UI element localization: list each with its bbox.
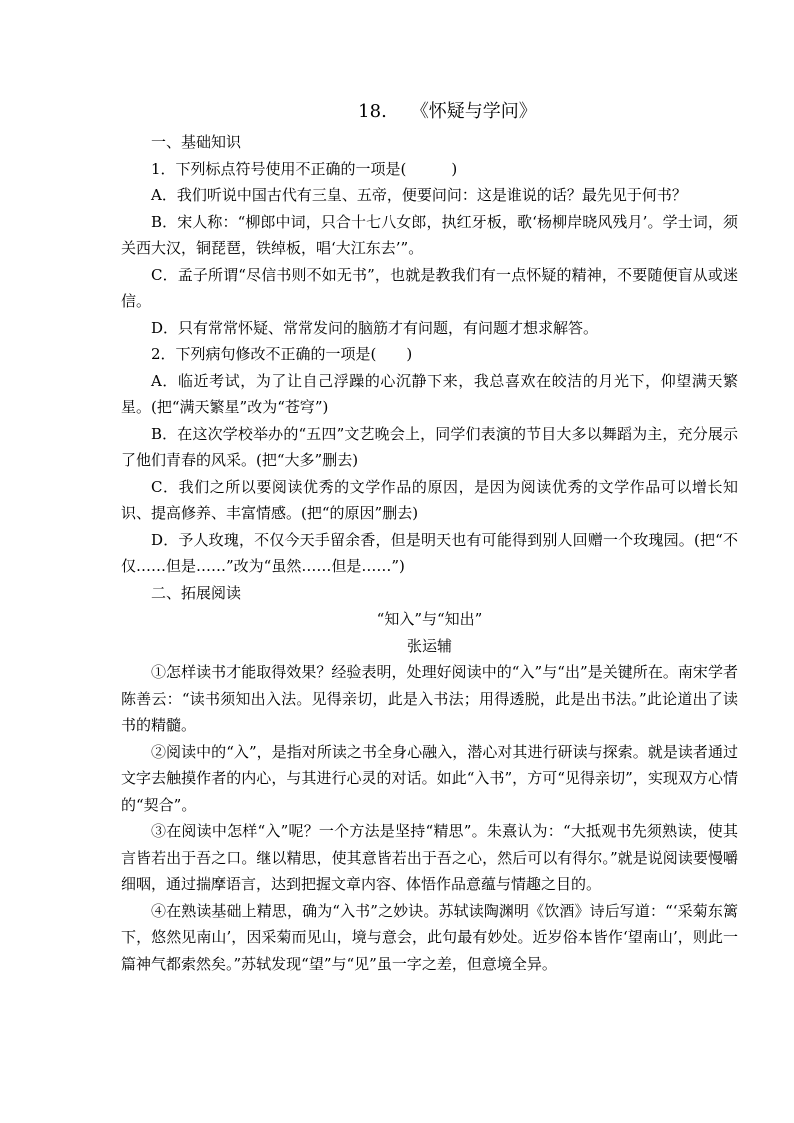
question-1-option-a: A．我们听说中国古代有三皇、五帝，便要问问：这是谁说的话？最先见于何书？ <box>151 186 687 204</box>
question-2-stem: 2．下列病句修改不正确的一项是( ) <box>151 345 413 363</box>
article-title: “知入”与“知出” <box>376 610 483 628</box>
question-2-option-a: A．临近考试，为了让自己浮躁的心沉静下来，我总喜欢在皎洁的月光下，仰望满天繁星。(把“满天繁星”改为“苍穹”) <box>121 371 738 416</box>
question-1 <box>121 156 738 342</box>
article-paragraph: ②阅读中的“入”，是指对所读之书全身心融入，潜心对其进行研读与探索。就是读者通过文字去触摸作者的内心，与其进行心灵的对话。如此“入书”，方可“见得亲切”，实现双方心情的“契合”。 <box>121 742 738 814</box>
question-2-option-d: D．予人玫瑰，不仅今天手留余香，但是明天也有可能得到别人回赠一个玫瑰园。(把“不仅……但是……”改为“虽然……但是……”) <box>121 530 738 575</box>
article-paragraph: ①怎样读书才能取得效果？经验表明，处理好阅读中的“入”与“出”是关键所在。南宋学者陈善云：“读书须知出入法。见得亲切，此是入书法；用得透脱，此是出书法。”此论道出了读书的精髓。 <box>121 663 738 734</box>
question-1-stem: 1．下列标点符号使用不正确的一项是( ) <box>151 159 458 178</box>
question-2-option-b: B．在这次学校举办的“五四”文艺晚会上，同学们表演的节目大多以舞蹈为主，充分展示了他们青春的风采。(把“大多”删去) <box>121 424 738 469</box>
question-2 <box>121 341 738 580</box>
section-heading-reading: 二、拓展阅读 <box>151 583 242 602</box>
question-1-option-d: D．只有常常怀疑、常常发问的脑筋才有问题，有问题才想求解答。 <box>151 318 599 337</box>
article-author: 张运辅 <box>406 636 452 655</box>
article-paragraph: ③在阅读中怎样“入”呢？一个方法是坚持“精思”。朱熹认为：“大抵观书先须熟读，使其言皆若出于吾之口。继以精思，使其意皆若出于吾之心，然后可以有得尔。”就是说阅读要慢嚼细咽，通过揣摩语言，达到把握文章内容、体悟作品意蕴与情趣之目的。 <box>121 822 738 893</box>
article-paragraph: ④在熟读基础上精思，确为“入书”之妙诀。苏轼读陶渊明《饮酒》诗后写道：“‘采菊东篱下，悠然见南山’，因采菊而见山，境与意会，此句最有妙处。近岁俗本皆作‘望南山’，则此一篇神气都索然矣。”苏轼发现“望”与“见”虽一字之差，但意境全异。 <box>121 901 738 973</box>
question-2-option-c: C．我们之所以要阅读优秀的文学作品的原因，是因为阅读优秀的文学作品可以增长知识、提高修养、丰富情感。(把“的原因”删去) <box>121 477 738 522</box>
document-content <box>121 97 738 977</box>
reading-article <box>121 606 738 977</box>
lesson-title-text: 《怀疑与学问》 <box>410 101 537 122</box>
section-heading-basic: 一、基础知识 <box>151 133 242 151</box>
lesson-number: 18. <box>358 101 387 122</box>
question-1-option-b: B．宋人称：“柳郎中词，只合十七八女郎，执红牙板，歌‘杨柳岸晓风残月’。学士词，须关西大汉，铜琵琶，铁绰板，唱‘大江东去’”。 <box>121 212 738 257</box>
lesson-title <box>121 97 738 127</box>
question-1-option-c: C．孟子所谓“尽信书则不如无书”，也就是教我们有一点怀疑的精神，不要随便盲从或迷信。 <box>121 265 738 310</box>
